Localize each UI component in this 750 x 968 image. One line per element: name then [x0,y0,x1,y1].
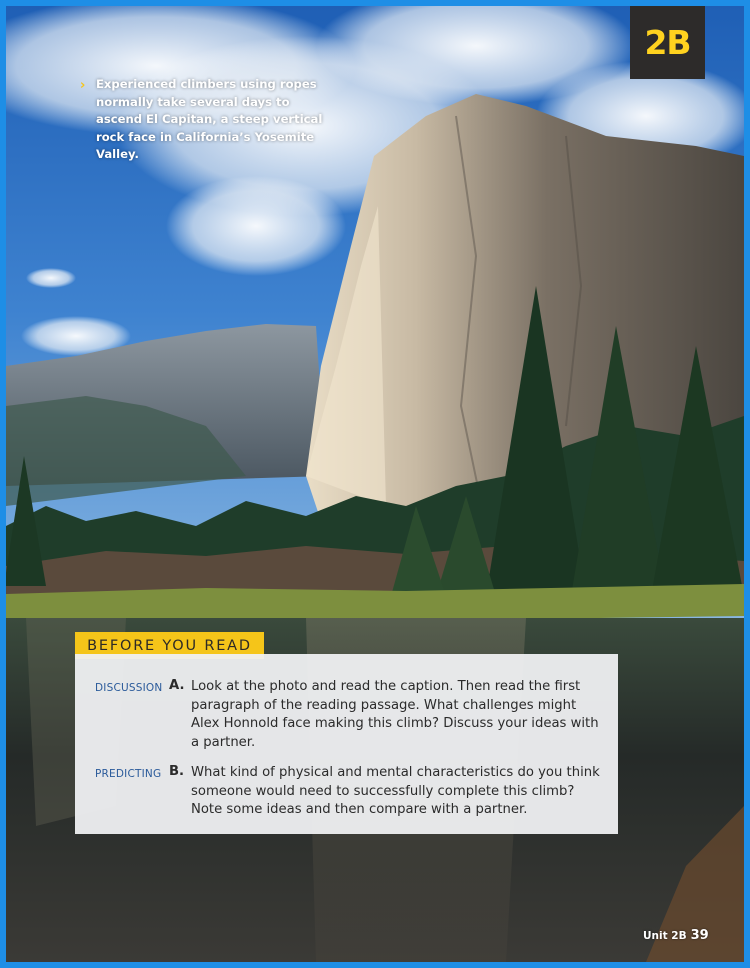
question-text: Look at the photo and read the caption. Then read the first paragraph of the reading passage. What challenges might Alex Honnold face making this climb? Discuss your ideas with a partner. [191,679,599,750]
page-number: 39 [690,928,709,943]
unit-badge: 2B [630,6,705,79]
question-letter: A. [169,678,185,693]
question-text: What kind of physical and mental characteristics do you think someone would need to successfully complete this climb? Note some ideas and then compare with a partner. [191,765,600,818]
before-you-read-heading: BEFORE YOU READ [75,632,264,659]
question-letter: B. [169,764,185,779]
page-footer [643,928,709,943]
before-you-read-panel [75,654,618,834]
textbook-page [6,6,744,962]
caption-arrow-icon: › [80,78,86,93]
skill-tag-predicting: PREDICTING [95,768,162,780]
skill-tag-discussion: DISCUSSION [95,682,163,694]
photo-caption: Experienced climbers using ropes normally take several days to ascend El Capitan, a steep vertical rock face in California’s Yosemite Valley. [96,77,323,161]
unit-label: Unit 2B [643,930,687,942]
